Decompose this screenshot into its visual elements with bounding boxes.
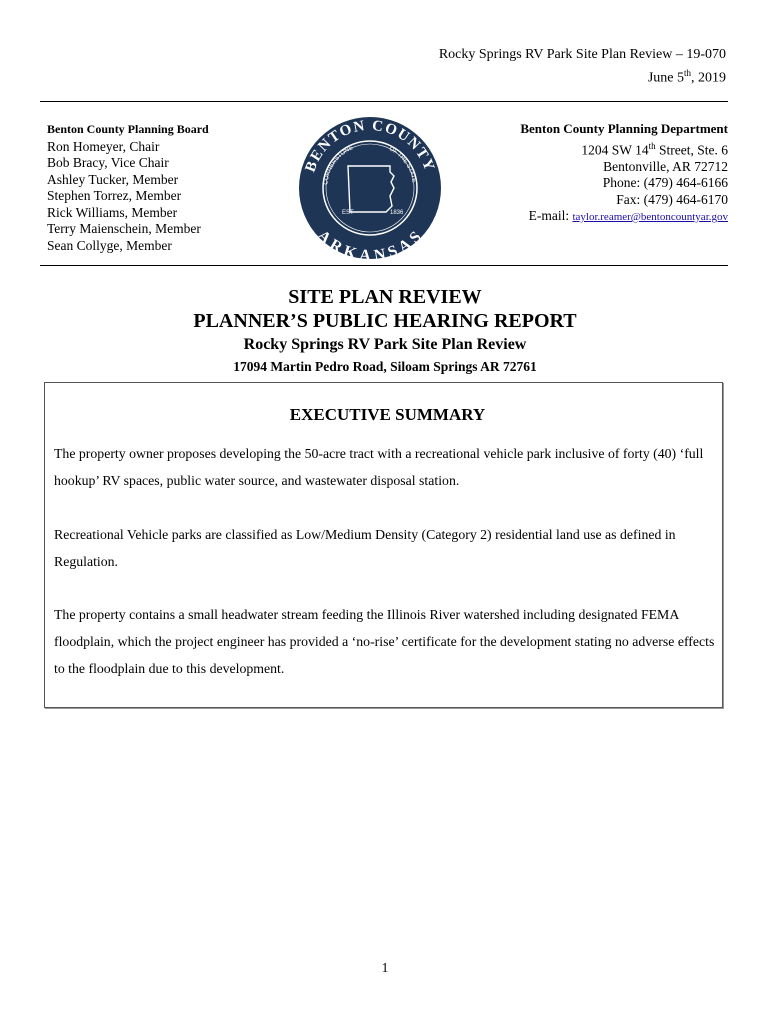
report-date: June 5th, 2019 xyxy=(647,68,726,86)
top-divider xyxy=(40,101,728,102)
department-email: E-mail: taylor.reamer@bentoncountyar.gov xyxy=(528,208,728,223)
board-member: Stephen Torrez, Member xyxy=(47,188,182,203)
summary-paragraph: The property owner proposes developing the 50-acre tract with a recreational vehicle park inclusive of forty (40) ‘full hookup’ RV spaces, public water source, and wastewater disposal station. xyxy=(54,446,704,488)
summary-heading: EXECUTIVE SUMMARY xyxy=(289,405,486,424)
report-title-header: Rocky Springs RV Park Site Plan Review – 19-070 xyxy=(438,47,726,62)
summary-paragraph: The property contains a small headwater stream feeding the Illinois River watershed including designated FEMA floodplain, which the project engineer has provided a ‘no-rise’ certificate for the development stating no adverse effects to the floodplain due to this development. xyxy=(54,607,715,676)
seal-inner-right-text: OF THE STATE xyxy=(387,146,417,183)
seal-est-label: EST xyxy=(342,210,354,216)
seal-top-text: BENTON COUNTY xyxy=(302,117,438,175)
department-address: 1204 SW 14th Street, Ste. 6 xyxy=(581,140,728,157)
board-member: Sean Collyge, Member xyxy=(47,237,172,253)
email-link[interactable]: taylor.reamer@bentoncountyar.gov xyxy=(572,211,728,223)
report-titles xyxy=(0,285,770,376)
county-seal-icon xyxy=(298,116,442,260)
planning-board xyxy=(47,121,209,254)
executive-summary-box xyxy=(44,382,723,708)
department-city: Bentonville, AR 72712 xyxy=(603,158,728,174)
board-member: Terry Maienschein, Member xyxy=(47,221,201,236)
project-name: Rocky Springs RV Park Site Plan Review xyxy=(243,336,527,353)
board-member: Bob Bracy, Vice Chair xyxy=(47,155,169,170)
mid-divider xyxy=(40,265,728,266)
planning-department xyxy=(520,121,728,226)
page-number: 1 xyxy=(381,960,389,975)
department-title: Benton County Planning Department xyxy=(520,121,728,136)
document-title: SITE PLAN REVIEW xyxy=(288,286,482,308)
document-subtitle: PLANNER’S PUBLIC HEARING REPORT xyxy=(193,310,577,332)
board-member: Rick Williams, Member xyxy=(47,204,178,220)
department-phone: Phone: (479) 464-6166 xyxy=(602,175,728,190)
seal-inner-left-text: CORNERSTONE xyxy=(323,145,355,186)
board-title: Benton County Planning Board xyxy=(47,122,209,136)
department-fax: Fax: (479) 464-6170 xyxy=(616,191,728,207)
seal-est-year: 1836 xyxy=(390,210,404,216)
board-member: Ron Homeyer, Chair xyxy=(47,138,160,154)
page-header xyxy=(439,46,726,88)
seal-bottom-text: ARKANSAS xyxy=(314,227,427,260)
summary-paragraph: Recreational Vehicle parks are classified as Low/Medium Density (Category 2) residential land use as defined in Regulation. xyxy=(54,527,676,569)
project-address: 17094 Martin Pedro Road, Siloam Springs AR 72761 xyxy=(233,359,537,374)
board-member: Ashley Tucker, Member xyxy=(47,171,179,187)
